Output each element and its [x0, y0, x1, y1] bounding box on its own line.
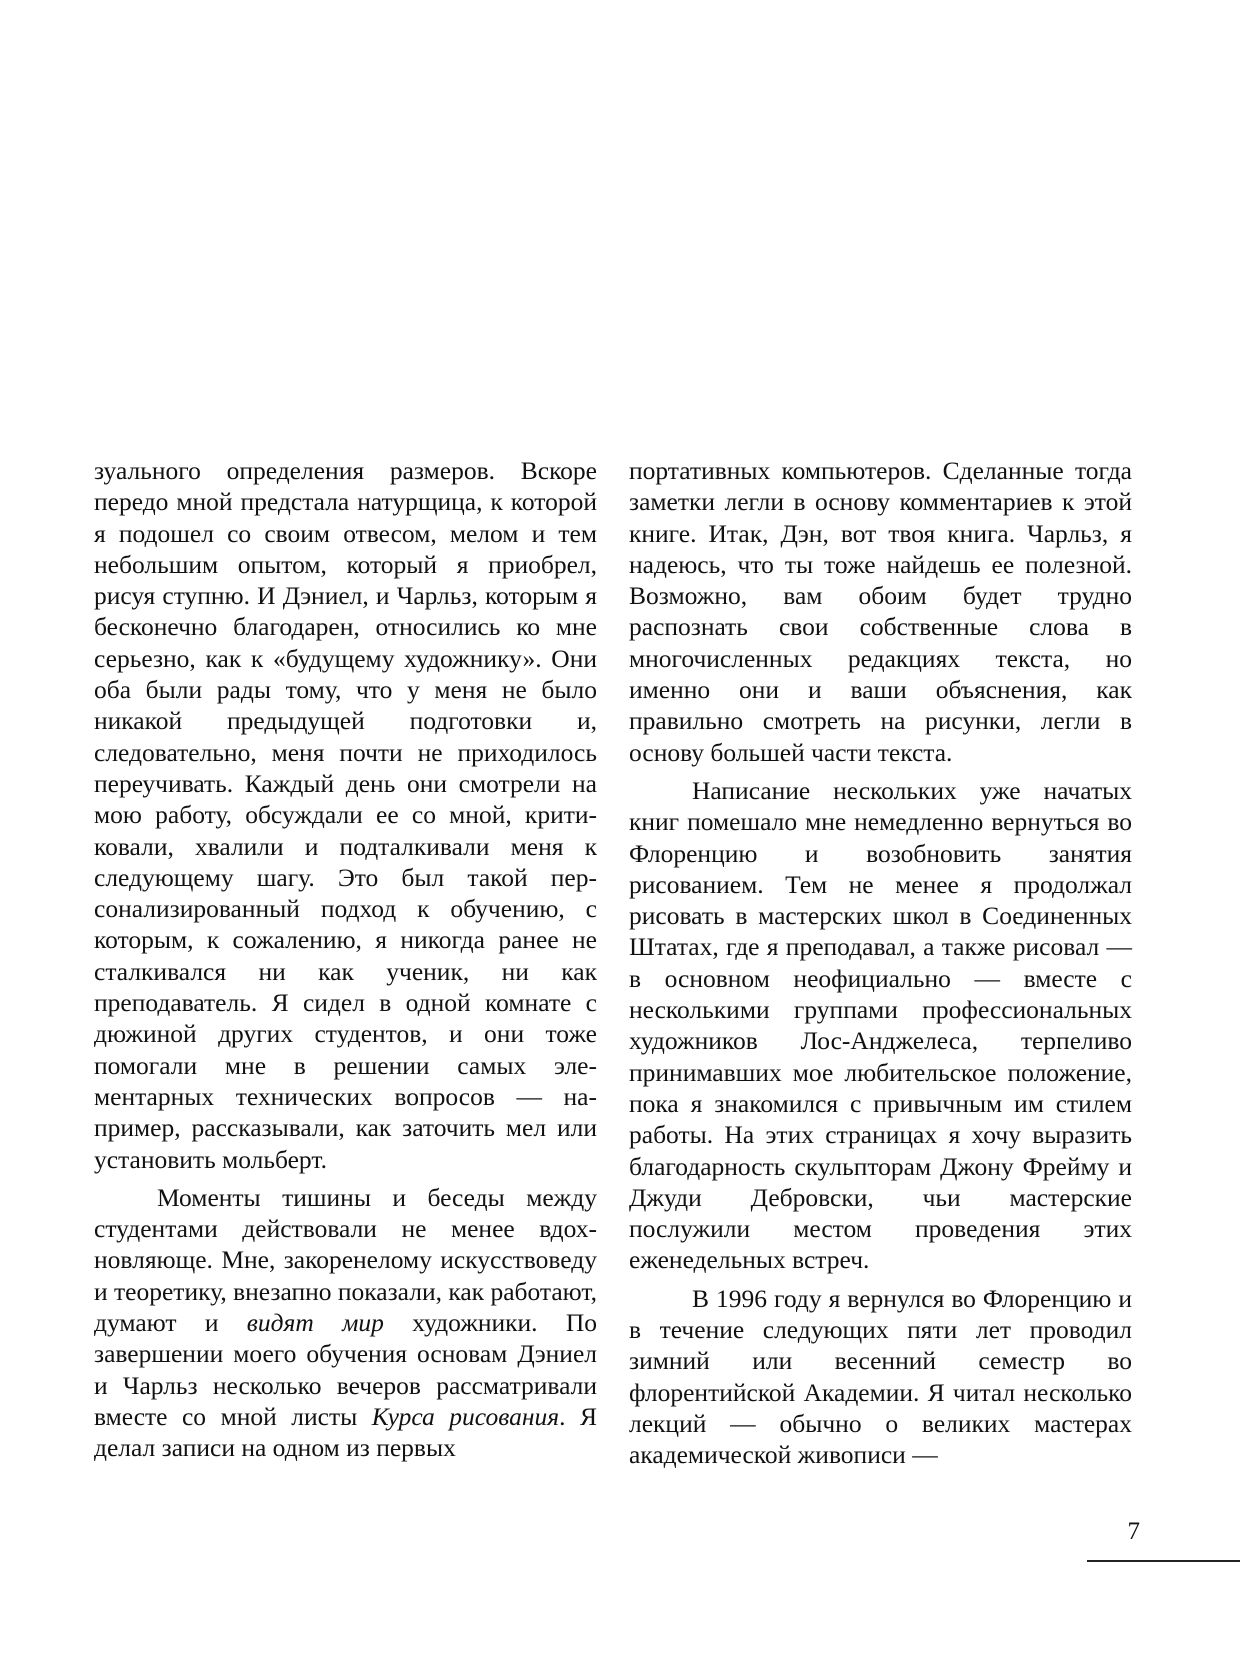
right-text-column: [629, 455, 1132, 1471]
text-run: . Я делал записи на одном из первых: [94, 1401, 597, 1463]
paragraph: зуального определения размеров. Вскоре передо мной предстала натурщица, к которой я подошел со своим отвесом, мелом и тем небольшим опытом, который я приобрел, рисуя ступню. И Дэниел, и Чарльз, которым я бесконечно благодарен, относились ко мне серьезно, как к «будущему художнику». Они оба были рады тому, что у меня не было никакой предыдущей подготовки и, следовательно, меня почти не приходилось переучивать. Каждый день они смотрели на мою работу, обсуждали ее со мной, критиковали, хвалили и подталкивали меня к следующему шагу. Это был такой персонализированный подход к обучению, с которым, к сожалению, я никогда ранее не сталкивался ни как ученик, ни как преподаватель. Я сидел в одной комнате с дюжиной других студентов, и они тоже помогали мне в решении самых элементарных технических вопросов — например, рассказывали, как заточить мел или установить мольберт.: [94, 456, 597, 1174]
italic-book-title: Курса рисования: [371, 1401, 560, 1431]
paragraph: [94, 1182, 597, 1464]
text-run: художники. По завершении моего обучения основам Дэниел и Чарльз несколько вечеров рассматривали вместе со мной листы: [94, 1308, 597, 1431]
paragraph: портативных компьютеров. Сделанные тогда заметки легли в основу комментариев к этой книге. Итак, Дэн, вот твоя книга. Чарльз, я надеюсь, что ты тоже найдешь ее полезной. Возможно, вам обоим будет трудно распознать свои собственные слова в многочисленных редакциях текста, но именно они и ваши объяснения, как правильно смотреть на рисунки, легли в основу большей части текста.: [629, 456, 1132, 767]
text-run: Моменты тишины и беседы между студентами действовали не менее вдохновляюще. Мне, закоренелому искусствоведу и теоретику, внезапно показали, как работают, думают и: [94, 1182, 597, 1338]
page-number: 7: [1127, 1518, 1140, 1545]
footer-rule: [1087, 1560, 1240, 1562]
italic-phrase: видят мир: [246, 1308, 384, 1338]
paragraph: Написание нескольких уже начатых книг помешало мне немедленно вернуться во Флоренцию и возобновить занятия рисованием. Тем не менее я продолжал рисовать в мастерских школ в Соединенных Штатах, где я преподавал, а также рисовал — в основном неофициально — вместе с несколькими группами профессиональных художников Лос-Анджелеса, терпеливо принимавших мое любительское положение, пока я знакомился с привычным им стилем работы. На этих страницах я хочу выразить благодарность скульпторам Джону Фрейму и Джуди Дебровски, чьи мастерские послужили местом проведения этих еженедельных встреч.: [629, 775, 1132, 1275]
paragraph: В 1996 году я вернулся во Флоренцию и в течение следующих пяти лет проводил зимний или весенний семестр во флорентийской Академии. Я читал несколько лекций — обычно о великих мастерах академической живописи —: [629, 1283, 1132, 1470]
left-text-column: [94, 455, 597, 1464]
